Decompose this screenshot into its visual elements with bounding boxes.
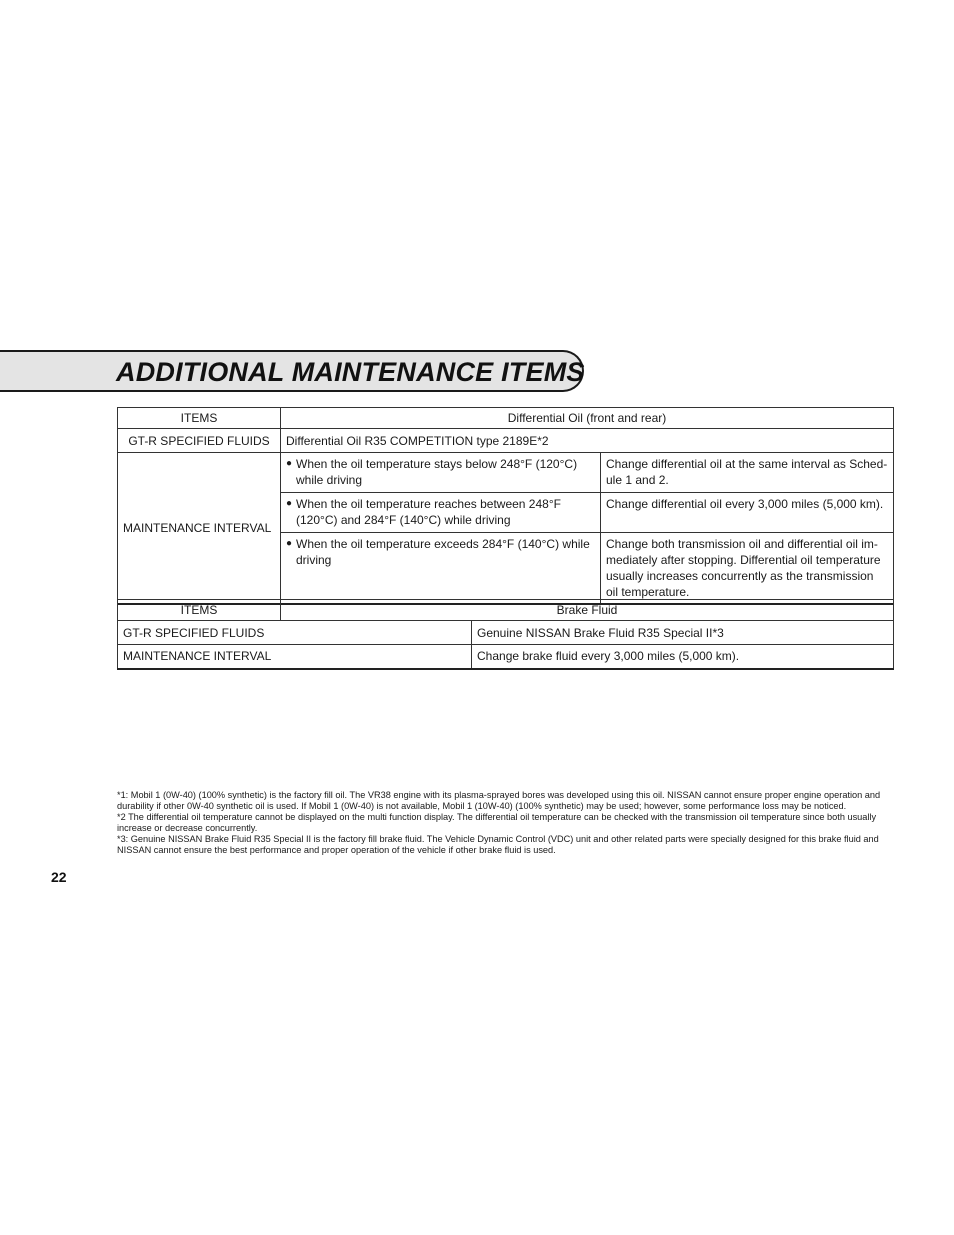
table-row (118, 408, 894, 429)
condition-cell (281, 453, 601, 493)
page-title: ADDITIONAL MAINTENANCE ITEMS (116, 357, 585, 387)
section-banner (0, 350, 584, 392)
fluids-value: Genuine NISSAN Brake Fluid R35 Special II*3 (472, 621, 894, 645)
bullet-icon: ● (286, 458, 293, 469)
fluids-label: GT-R SPECIFIED FLUIDS (118, 429, 281, 453)
condition-text: When the oil temperature stays below 248°F (120°C) while driving (296, 457, 578, 487)
footnote-3: *3: Genuine NISSAN Brake Fluid R35 Special II is the factory fill brake fluid. The Vehicle Dynamic Control (VDC) unit and other related parts were specially designed for this brake fluid and NISSAN cannot ensure the best performance and proper operation of the vehicle if other brake fluid is used. (117, 834, 879, 855)
table-row (118, 645, 894, 669)
table-row (118, 429, 894, 453)
items-label: ITEMS (118, 600, 281, 621)
action-text: Change differential oil at the same interval as Sched-ule 1 and 2. (601, 453, 894, 493)
interval-value: Change brake fluid every 3,000 miles (5,000 km). (472, 645, 894, 669)
footnote-2: *2 The differential oil temperature cannot be displayed on the multi function display. The differential oil temperature can be checked with the transmission oil temperature since both usually increase or decrease concurrently. (117, 812, 877, 833)
items-value: Brake Fluid (281, 600, 894, 621)
fluids-label: GT-R SPECIFIED FLUIDS (118, 621, 472, 645)
table-row (118, 453, 894, 493)
table-row (118, 621, 894, 645)
brake-fluid-table (117, 599, 894, 670)
condition-cell (281, 533, 601, 605)
table-row (118, 600, 894, 621)
action-text: Change differential oil every 3,000 miles (5,000 km). (601, 493, 894, 533)
action-text: Change both transmission oil and differential oil im-mediately after stopping. Differential oil temperature usually increases concurrently as the transmission oil temperature. (601, 533, 894, 605)
differential-oil-table (117, 407, 894, 605)
footnotes (117, 790, 895, 856)
fluids-value: Differential Oil R35 COMPETITION type 2189E*2 (281, 429, 894, 453)
footnote-1: *1: Mobil 1 (0W-40) (100% synthetic) is the factory fill oil. The VR38 engine with its plasma-sprayed bores was developed using this oil. NISSAN cannot ensure proper engine operation and durability if other 0W-40 synthetic oil is used. If Mobil 1 (0W-40) is not available, Mobil 1 (10W-40) (100% synthetic) may be used; however, some performance loss may be noticed. (117, 790, 881, 811)
items-label: ITEMS (118, 408, 281, 429)
interval-label: MAINTENANCE INTERVAL (118, 453, 281, 605)
items-value: Differential Oil (front and rear) (281, 408, 894, 429)
page-number: 22 (51, 869, 67, 885)
condition-cell (281, 493, 601, 533)
condition-text: When the oil temperature reaches between 248°F (120°C) and 284°F (140°C) while driving (296, 497, 561, 527)
interval-label: MAINTENANCE INTERVAL (118, 645, 472, 669)
bullet-icon: ● (286, 538, 293, 549)
condition-text: When the oil temperature exceeds 284°F (140°C) while driving (296, 537, 590, 567)
bullet-icon: ● (286, 498, 293, 509)
